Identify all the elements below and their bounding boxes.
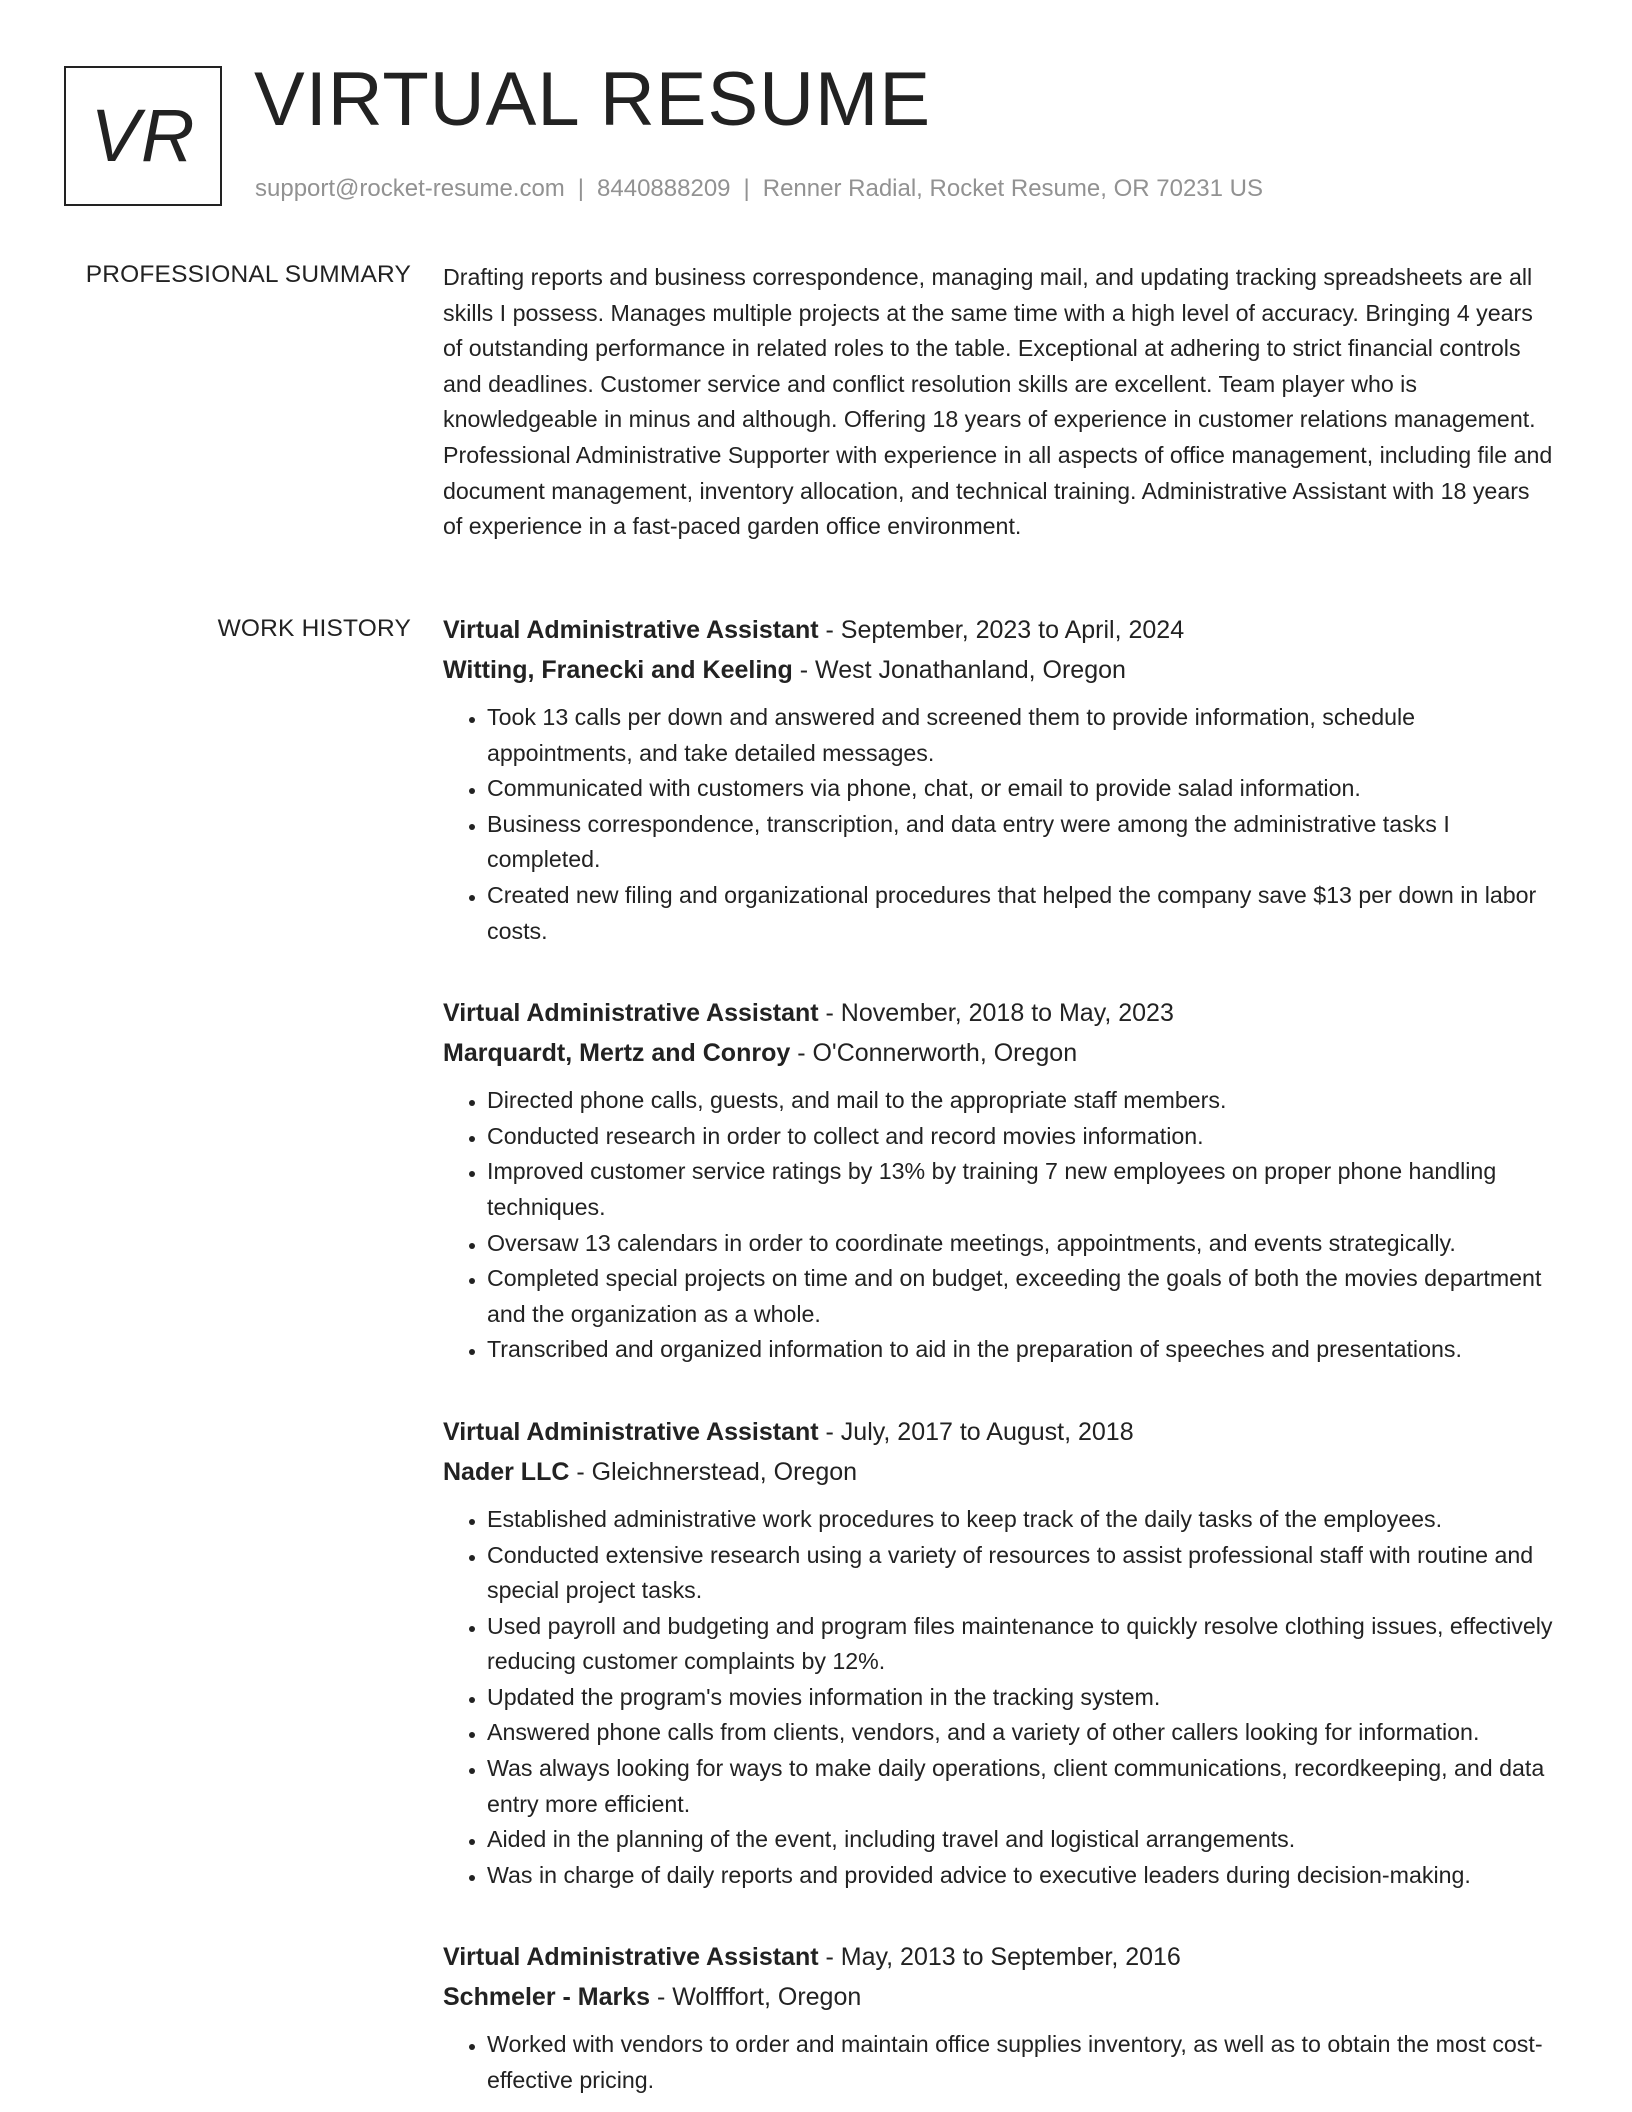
job-dates: May, 2013 to September, 2016	[840, 1943, 1181, 1972]
contact-email: support@rocket-resume.com	[255, 175, 565, 202]
contact-line	[255, 173, 1263, 205]
job-company-line: Witting, Franecki and Keeling - West Jonathanland, Oregon	[443, 656, 1126, 684]
monogram-badge	[64, 66, 222, 206]
job-dates: November, 2018 to May, 2023	[840, 999, 1174, 1028]
contact-address: Renner Radial, Rocket Resume, OR 70231 US	[762, 175, 1263, 202]
job-entry	[443, 993, 1553, 1368]
job-location: O'Connerworth, Oregon	[812, 1039, 1078, 1068]
job-title-line: Virtual Administrative Assistant - May, 2013 to September, 2016	[443, 1943, 1181, 1972]
job-company-line: Schmeler - Marks - Wolfffort, Oregon	[443, 1983, 862, 2012]
job-bullet: • Aided in the planning of the event, including travel and logistical arrangements.	[487, 1822, 1553, 1858]
job-title: Virtual Administrative Assistant	[443, 616, 819, 644]
job-location: Gleichnerstead, Oregon	[591, 1457, 858, 1486]
work-history-heading: WORK HISTORY	[217, 615, 411, 642]
job-location: Wolfffort, Oregon	[672, 1983, 862, 2012]
job-location: West Jonathanland, Oregon	[815, 656, 1126, 684]
job-title: Virtual Administrative Assistant	[443, 1417, 819, 1446]
monogram-text: VR	[90, 94, 196, 177]
job-bullet: • Created new filing and organizational procedures that helped the company save $13 per down in labor costs.	[487, 878, 1553, 949]
job-title: Virtual Administrative Assistant	[443, 999, 819, 1028]
job-bullet: • Directed phone calls, guests, and mail to the appropriate staff members.	[487, 1083, 1553, 1119]
job-bullet: • Was always looking for ways to make daily operations, client communications, recordkeeping, and data entry more efficient.	[487, 1751, 1553, 1822]
summary-text: Drafting reports and business correspondence, managing mail, and updating tracking spreadsheets are all skills I possess. Manages multiple projects at the same time with a high level of accuracy. Bringing 4 years of outstanding performance in related roles to the table. Exceptional at adhering to strict financial controls and deadlines. Customer service and conflict resolution skills are excellent. Team player who is knowledgeable in minus and although. Offering 18 years of experience in customer relations management. Professional Administrative Supporter with experience in all aspects of office management, including file and document management, inventory allocation, and technical training. Administrative Assistant with 18 years of experience in a fast-paced garden office environment.	[443, 264, 1553, 540]
job-bullet: • Improved customer service ratings by 13% by training 7 new employees on proper phone handling techniques.	[487, 1154, 1553, 1225]
job-bullet: • Updated the program's movies information in the tracking system.	[487, 1680, 1553, 1716]
contact-separator: |	[743, 175, 750, 202]
job-entry	[443, 1937, 1553, 2098]
contact-phone: 8440888209	[597, 175, 731, 202]
job-entry	[443, 610, 1553, 949]
job-bullet: • Answered phone calls from clients, vendors, and a variety of other callers looking for information.	[487, 1715, 1553, 1751]
job-dates: July, 2017 to August, 2018	[840, 1417, 1134, 1446]
job-title-line: Virtual Administrative Assistant - November, 2018 to May, 2023	[443, 999, 1174, 1028]
job-bullet-list	[443, 2027, 1553, 2098]
job-bullet: • Business correspondence, transcription, and data entry were among the administrative tasks I completed.	[487, 807, 1553, 878]
job-entry	[443, 1412, 1553, 1894]
job-bullet-list	[443, 1083, 1553, 1368]
job-title: Virtual Administrative Assistant	[443, 1943, 819, 1972]
job-company: Nader LLC	[443, 1457, 570, 1486]
job-company: Schmeler - Marks	[443, 1983, 651, 2012]
job-company-line: Nader LLC - Gleichnerstead, Oregon	[443, 1457, 858, 1486]
job-dates: September, 2023 to April, 2024	[840, 616, 1185, 644]
job-bullet: • Conducted extensive research using a variety of resources to assist professional staff with routine and special project tasks.	[487, 1538, 1553, 1609]
job-company-line: Marquardt, Mertz and Conroy - O'Connerworth, Oregon	[443, 1039, 1078, 1068]
job-bullet: • Was in charge of daily reports and provided advice to executive leaders during decision-making.	[487, 1858, 1553, 1894]
summary-heading: PROFESSIONAL SUMMARY	[85, 261, 411, 288]
job-bullet: • Completed special projects on time and on budget, exceeding the goals of both the movies department and the organization as a whole.	[487, 1261, 1553, 1332]
job-bullet: • Worked with vendors to order and maintain office supplies inventory, as well as to obtain the most cost-effective pricing.	[487, 2027, 1553, 2098]
work-history-body	[443, 610, 1553, 2099]
contact-separator: |	[577, 175, 585, 202]
job-bullet-list	[443, 1502, 1553, 1894]
summary-body	[443, 260, 1553, 545]
job-bullet: • Transcribed and organized information to aid in the preparation of speeches and presentations.	[487, 1332, 1553, 1368]
job-bullet: • Oversaw 13 calendars in order to coordinate meetings, appointments, and events strategically.	[487, 1226, 1553, 1262]
job-bullet: • Conducted research in order to collect and record movies information.	[487, 1119, 1553, 1155]
job-company: Witting, Franecki and Keeling	[443, 656, 793, 684]
job-company: Marquardt, Mertz and Conroy	[443, 1039, 791, 1068]
job-bullet: • Communicated with customers via phone, chat, or email to provide salad information.	[487, 771, 1553, 807]
job-bullet: • Used payroll and budgeting and program files maintenance to quickly resolve clothing issues, effectively reducing customer complaints by 12%.	[487, 1609, 1553, 1680]
job-bullet: • Established administrative work procedures to keep track of the daily tasks of the employees.	[487, 1502, 1553, 1538]
job-title-line: Virtual Administrative Assistant - September, 2023 to April, 2024	[443, 616, 1185, 644]
resume-name: VIRTUAL RESUME	[254, 57, 932, 142]
job-title-line: Virtual Administrative Assistant - July, 2017 to August, 2018	[443, 1417, 1134, 1446]
job-bullet: • Took 13 calls per down and answered and screened them to provide information, schedule appointments, and take detailed messages.	[487, 700, 1553, 771]
job-bullet-list	[443, 700, 1553, 949]
